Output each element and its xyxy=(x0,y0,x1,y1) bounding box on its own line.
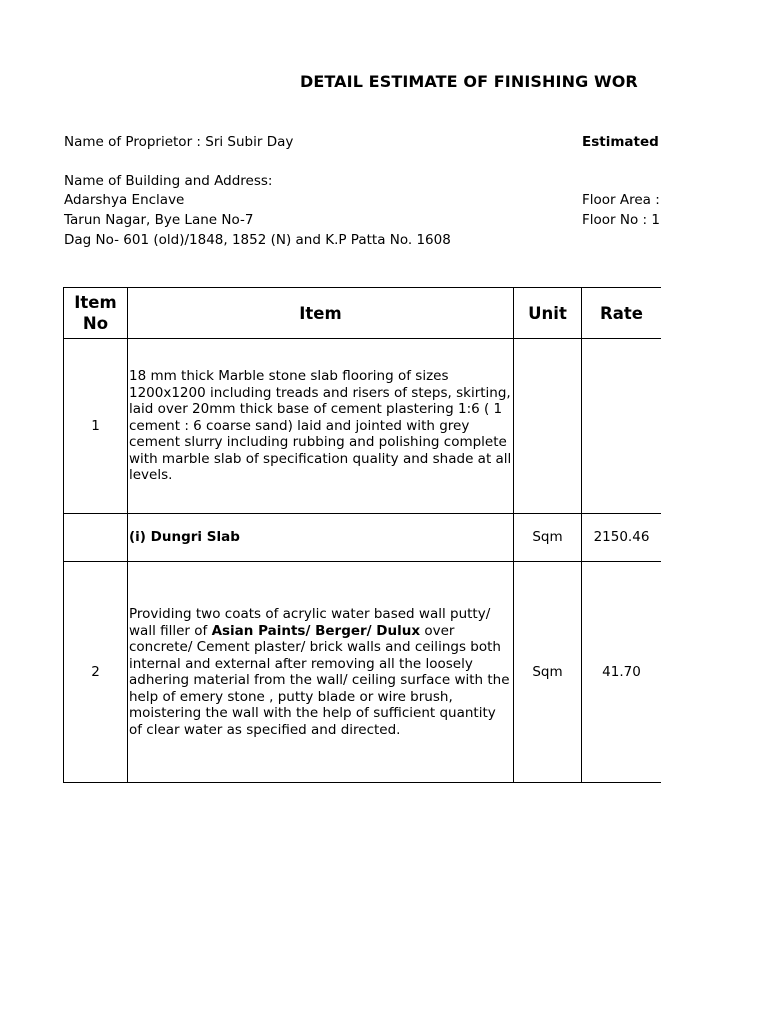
proprietor-line: Name of Proprietor : Sri Subir Day xyxy=(64,134,294,150)
floor-no-label: Floor No : 1 xyxy=(582,212,660,228)
row-unit xyxy=(514,339,582,514)
table-row xyxy=(64,562,662,783)
row-description-pre: Providing two coats of acrylic water based wall putty/ wall filler of xyxy=(129,606,491,639)
row-description-brands: Asian Paints/ Berger/ Dulux xyxy=(211,622,421,639)
row-rate: 41.70 xyxy=(582,562,662,783)
table-header-row xyxy=(64,288,662,339)
address-line-2: Tarun Nagar, Bye Lane No-7 xyxy=(64,212,254,228)
address-line-3: Dag No- 601 (old)/1848, 1852 (N) and K.P Patta No. 1608 xyxy=(64,232,451,248)
row-unit: Sqm xyxy=(514,562,582,783)
row-unit: Sqm xyxy=(514,514,582,562)
row-description-text xyxy=(128,606,513,738)
row-description-text: (i) Dungri Slab xyxy=(129,529,240,546)
header-item-no: Item No xyxy=(64,288,128,339)
row-rate: 2150.46 xyxy=(582,514,662,562)
header-unit: Unit xyxy=(514,288,582,339)
address-line-1: Adarshya Enclave xyxy=(64,192,185,208)
table-row xyxy=(64,339,662,514)
row-description-post: over concrete/ Cement plaster/ brick walls and ceilings both internal and external after removing all the loosely adhering material from the wall/ ceiling surface with the help of emery stone , putty blade or wire brush, moistering the wall with the help of sufficient quantity of clear water as specified and directed. xyxy=(129,622,510,738)
estimated-label: Estimated xyxy=(582,134,659,150)
row-item-no xyxy=(64,514,128,562)
document-title: DETAIL ESTIMATE OF FINISHING WOR xyxy=(300,72,638,91)
row-description xyxy=(128,339,514,514)
table-row xyxy=(64,514,662,562)
building-label: Name of Building and Address: xyxy=(64,173,273,189)
row-item-no: 2 xyxy=(64,562,128,783)
header-item: Item xyxy=(128,288,514,339)
row-description xyxy=(128,514,514,562)
row-item-no: 1 xyxy=(64,339,128,514)
estimate-table xyxy=(63,287,661,783)
row-description xyxy=(128,562,514,783)
floor-area-label: Floor Area : xyxy=(582,192,660,208)
row-rate xyxy=(582,339,662,514)
header-rate: Rate xyxy=(582,288,662,339)
row-description-text: 18 mm thick Marble stone slab flooring of sizes 1200x1200 including treads and risers of steps, skirting, laid over 20mm thick base of cement plastering 1:6 ( 1 cement : 6 coarse sand) laid and jointed with grey cement slurry including rubbing and polishing complete with marble slab of specification quality and shade at all levels. xyxy=(129,368,512,484)
